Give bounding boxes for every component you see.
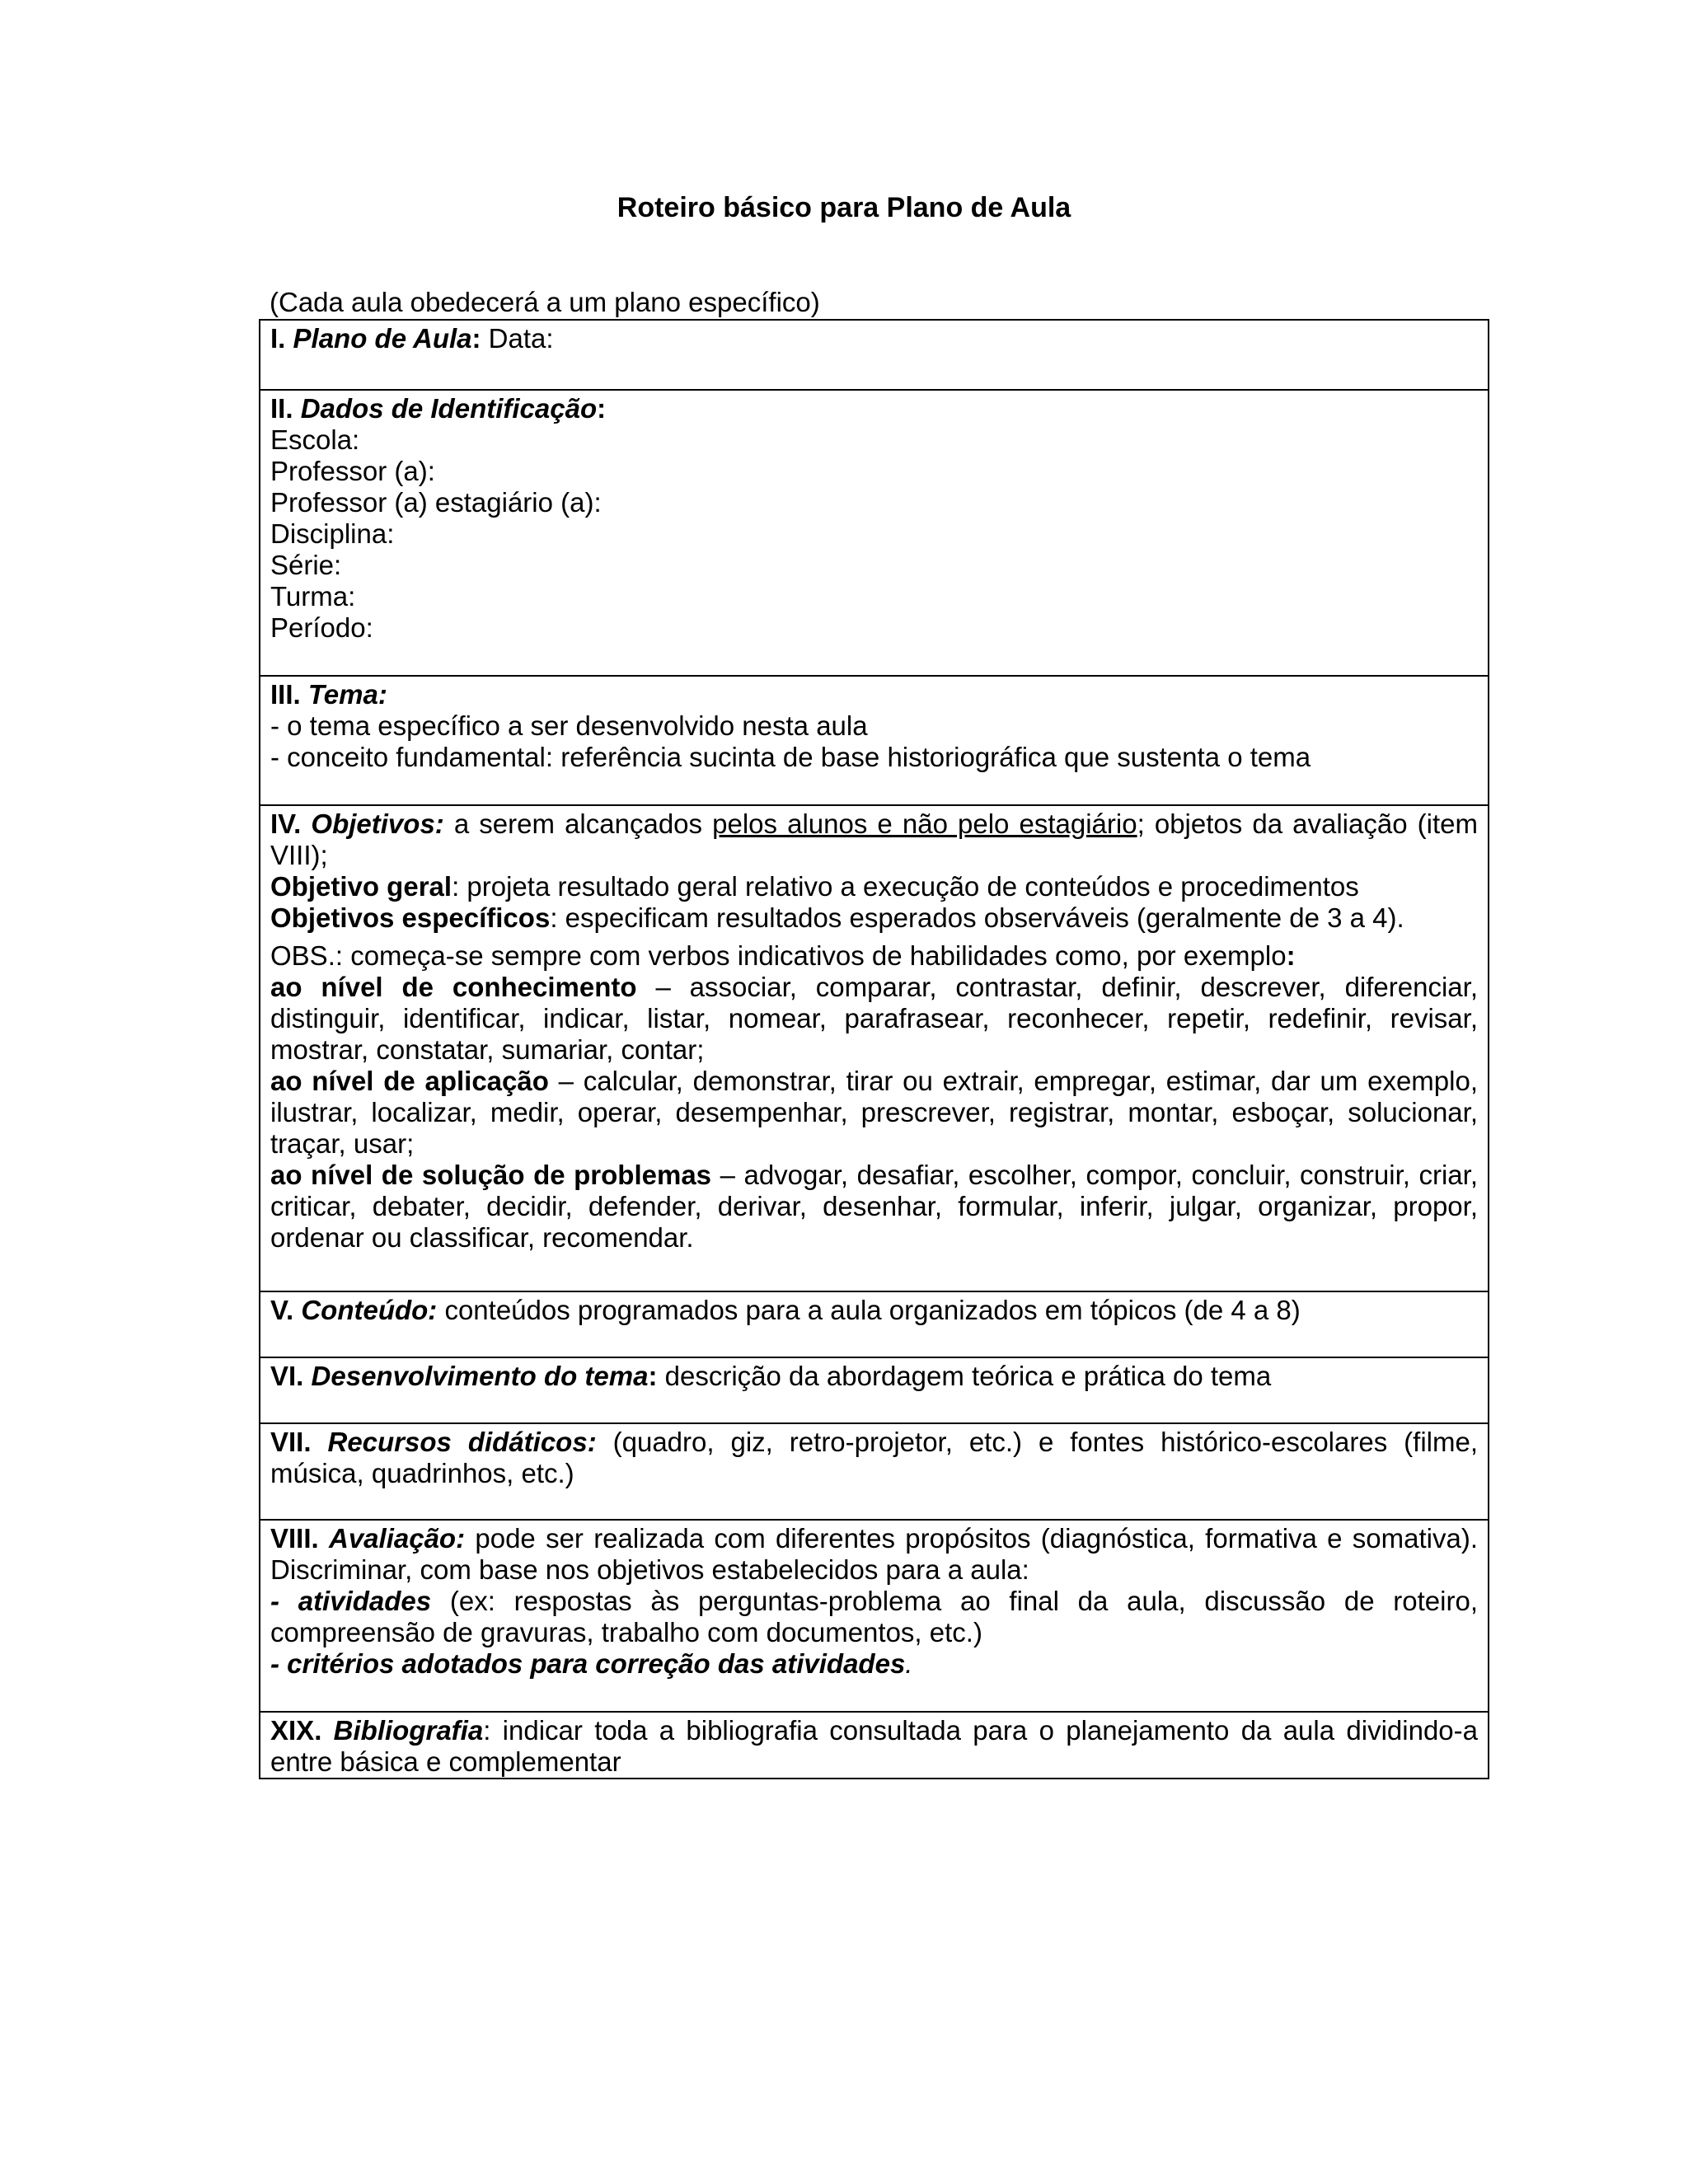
objetivos-intro: IV. Objetivos: a serem alcançados pelos alunos e não pelo estagiário; objetos da avaliação (item VIII); xyxy=(270,808,1478,870)
tema-item: - conceito fundamental: referência sucinta de base historiográfica que sustenta o tema xyxy=(270,742,1311,772)
section-avaliacao xyxy=(260,1520,1489,1712)
field-turma: Turma: xyxy=(270,581,356,612)
section-recursos-didaticos xyxy=(260,1423,1489,1520)
date-field-label: Data: xyxy=(481,323,554,354)
section-heading: Recursos didáticos: xyxy=(327,1427,597,1457)
section-number: V. xyxy=(270,1295,294,1325)
section-description: : indicar toda a bibliografia consultada para o planejamento da aula dividindo-a entre básica e complementar xyxy=(270,1715,1479,1777)
field-escola: Escola: xyxy=(270,424,360,455)
avaliacao-atividades: - atividades (ex: respostas às perguntas-problema ao final da aula, discussão de roteiro, compreensão de gravuras, trabalho com documentos, etc.) xyxy=(270,1586,1478,1647)
section-bibliografia xyxy=(260,1712,1489,1779)
section-description: descrição da abordagem teórica e prática do tema xyxy=(657,1361,1272,1391)
section-heading: Tema: xyxy=(307,679,387,710)
obs-note: OBS.: começa-se sempre com verbos indicativos de habilidades como, por exemplo: xyxy=(270,940,1296,971)
section-description: pode ser realizada com diferentes propósitos (diagnóstica, formativa e somativa). Discriminar, com base nos objetivos estabelecidos para a aula: xyxy=(270,1523,1479,1585)
plan-note: (Cada aula obedecerá a um plano específico) xyxy=(270,287,820,317)
section-plano-de-aula xyxy=(260,320,1489,390)
tema-item: - o tema específico a ser desenvolvido nesta aula xyxy=(270,710,868,741)
section-number: VI. xyxy=(270,1361,304,1391)
section-number: III. xyxy=(270,679,301,710)
section-description: (quadro, giz, retro-projetor, etc.) e fontes histórico-escolares (filme, música, quadrinhos, etc.) xyxy=(270,1427,1478,1488)
section-number: VIII. xyxy=(270,1523,319,1554)
section-conteudo xyxy=(260,1291,1489,1357)
section-heading: Conteúdo: xyxy=(301,1295,438,1325)
section-heading: Bibliografia xyxy=(333,1715,484,1746)
heading-colon: : xyxy=(648,1361,658,1391)
section-heading: Desenvolvimento do tema xyxy=(311,1361,649,1391)
section-number: IV. xyxy=(270,808,302,839)
field-serie: Série: xyxy=(270,550,342,580)
section-tema xyxy=(260,676,1489,805)
field-disciplina: Disciplina: xyxy=(270,518,395,549)
field-periodo: Período: xyxy=(270,612,373,643)
section-objetivos xyxy=(260,805,1489,1291)
nivel-aplicacao: ao nível de aplicação – calcular, demonstrar, tirar ou extrair, empregar, estimar, dar um exemplo, ilustrar, localizar, medir, operar, desempenhar, prescrever, registrar, montar, esboçar, solucionar, traçar, usar; xyxy=(270,1066,1478,1159)
section-heading: Objetivos: xyxy=(311,808,444,839)
objetivos-especificos: Objetivos específicos: especificam resultados esperados observáveis (geralmente de 3 a 4). xyxy=(270,902,1404,933)
heading-colon: : xyxy=(471,323,481,354)
section-description: conteúdos programados para a aula organizados em tópicos (de 4 a 8) xyxy=(437,1295,1301,1325)
underlined-emphasis: pelos alunos e não pelo estagiário xyxy=(712,808,1137,839)
lesson-plan-table xyxy=(259,319,1489,1779)
section-heading: Avaliação: xyxy=(328,1523,466,1554)
heading-colon: : xyxy=(597,393,607,424)
nivel-solucao-problemas: ao nível de solução de problemas – advogar, desafiar, escolher, compor, concluir, construir, criar, criticar, debater, decidir, defender, derivar, desenhar, formular, inferir, julgar, organizar, propor, ordenar ou classificar, recomendar. xyxy=(270,1160,1478,1253)
section-number: II. xyxy=(270,393,293,424)
document-title: Roteiro básico para Plano de Aula xyxy=(617,192,1071,223)
section-desenvolvimento xyxy=(260,1357,1489,1423)
section-heading: Plano de Aula xyxy=(293,323,472,354)
nivel-conhecimento: ao nível de conhecimento – associar, comparar, contrastar, definir, descrever, diferenciar, distinguir, identificar, indicar, listar, nomear, parafrasear, reconhecer, repetir, redefinir, revisar, mostrar, constatar, sumariar, contar; xyxy=(270,972,1478,1065)
section-number: VII. xyxy=(270,1427,312,1457)
objetivo-geral: Objetivo geral: projeta resultado geral relativo a execução de conteúdos e procedimentos xyxy=(270,871,1359,902)
field-professor-estagiario: Professor (a) estagiário (a): xyxy=(270,487,602,518)
section-number: XIX. xyxy=(270,1715,322,1746)
section-number: I. xyxy=(270,323,286,354)
section-dados-identificacao xyxy=(260,390,1489,676)
avaliacao-criterios: - critérios adotados para correção das atividades. xyxy=(270,1648,913,1679)
section-heading: Dados de Identificação xyxy=(300,393,598,424)
field-professor: Professor (a): xyxy=(270,456,435,486)
